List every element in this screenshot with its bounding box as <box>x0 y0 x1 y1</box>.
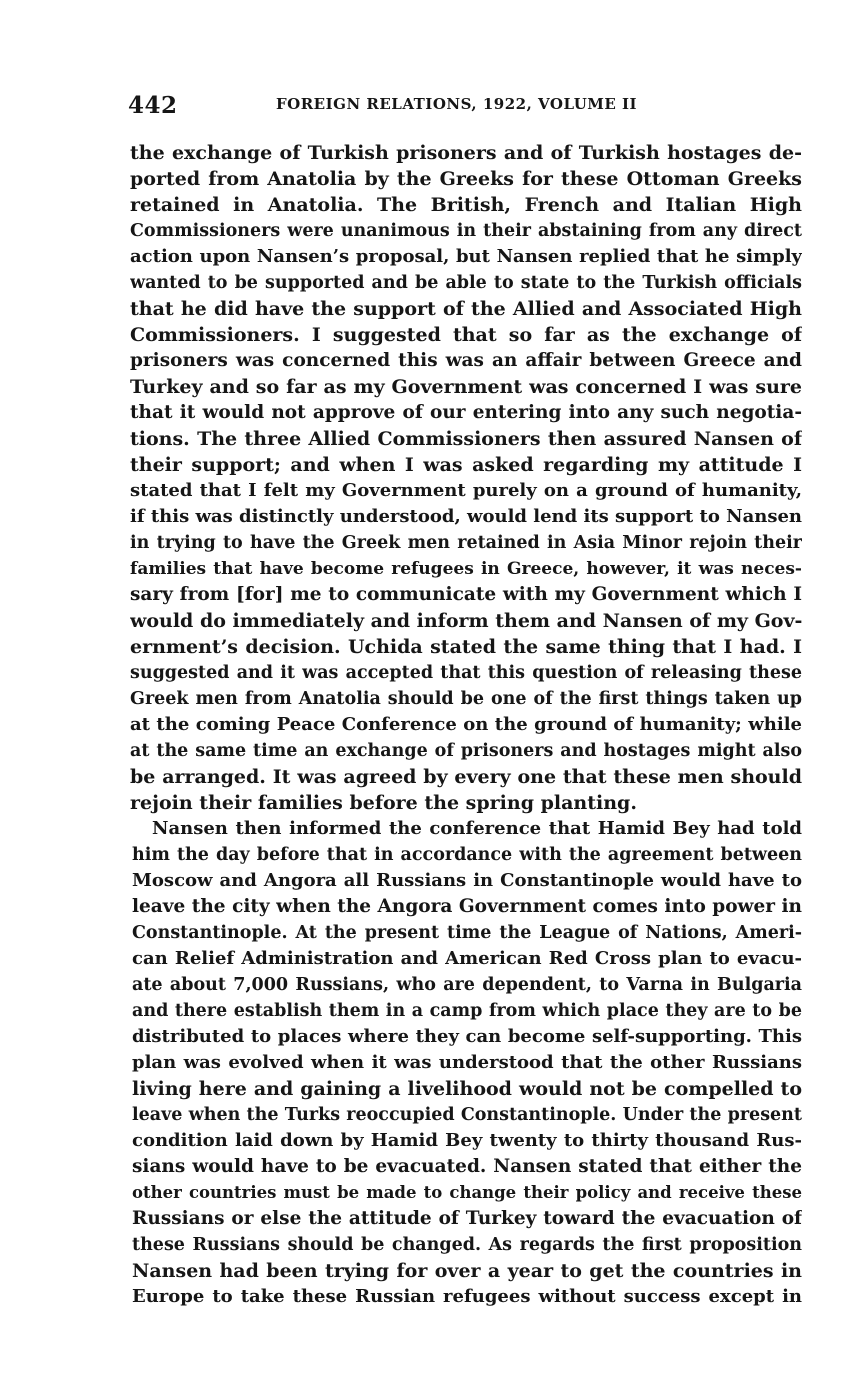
text-line: if this was distinctly understood, would lend its support to Nansen <box>130 506 802 527</box>
text-line: the exchange of Turkish prisoners and of Turkish hostages de- <box>130 142 802 164</box>
text-line: distributed to places where they can become self-supporting. This <box>132 1026 802 1047</box>
text-line: Commissioners were unanimous in their abstaining from any direct <box>130 221 802 241</box>
text-line: him the day before that in accordance with the agreement between <box>132 845 802 865</box>
text-line: in trying to have the Greek men retained in Asia Minor rejoin their <box>130 533 802 553</box>
text-line: other countries must be made to change their policy and receive these <box>132 1183 802 1202</box>
text-line: be arranged. It was agreed by every one that these men should <box>130 766 802 788</box>
text-line: that it would not approve of our entering into any such negotia- <box>130 402 802 423</box>
text-line: prisoners was concerned this was an affair between Greece and <box>130 350 802 371</box>
page-number: 442 <box>128 92 178 119</box>
text-line: Moscow and Angora all Russians in Constantinople would have to <box>132 870 802 891</box>
body-text <box>130 140 802 1310</box>
text-line: condition laid down by Hamid Bey twenty to thirty thousand Rus- <box>132 1130 802 1151</box>
text-line: retained in Anatolia. The British, French and Italian High <box>130 194 802 216</box>
text-line: Europe to take these Russian refugees without success except in <box>132 1286 802 1307</box>
page-header <box>128 92 818 122</box>
text-line: at the same time an exchange of prisoners and hostages might also <box>130 741 802 761</box>
text-line: Russians or else the attitude of Turkey toward the evacuation of <box>132 1208 802 1229</box>
text-line: living here and gaining a livelihood would not be compelled to <box>132 1078 802 1100</box>
text-line: sians would have to be evacuated. Nansen stated that either the <box>132 1156 802 1177</box>
text-line: Nansen had been trying for over a year to get the countries in <box>132 1260 802 1282</box>
text-line: stated that I felt my Government purely on a ground of humanity, <box>130 480 802 501</box>
text-line: Turkey and so far as my Government was concerned I was sure <box>130 376 802 398</box>
text-line: families that have become refugees in Greece, however, it was neces- <box>130 559 802 579</box>
text-line: ate about 7,000 Russians, who are dependent, to Varna in Bulgaria <box>132 975 802 995</box>
text-line: sary from [for] me to communicate with my Government which I <box>130 584 802 605</box>
text-line: at the coming Peace Conference on the ground of humanity; while <box>130 714 802 735</box>
text-line: these Russians should be changed. As regards the first proposition <box>132 1235 802 1255</box>
text-line: action upon Nansen’s proposal, but Nansen replied that he simply <box>130 246 802 267</box>
text-line: plan was evolved when it was understood that the other Russians <box>132 1052 802 1073</box>
text-line: Greek men from Anatolia should be one of the first things taken up <box>130 689 802 709</box>
text-line: their support; and when I was asked regarding my attitude I <box>130 454 802 476</box>
text-line: wanted to be supported and be able to state to the Turkish officials <box>130 273 802 293</box>
text-line: leave the city when the Angora Government comes into power in <box>132 896 802 917</box>
text-line: Constantinople. At the present time the League of Nations, Ameri- <box>132 923 802 943</box>
paragraph-end-line: rejoin their families before the spring planting. <box>130 792 637 814</box>
text-line: ernment’s decision. Uchida stated the same thing that I had. I <box>130 636 802 658</box>
text-line: Commissioners. I suggested that so far as the exchange of <box>130 324 802 346</box>
paragraph-start-line: Nansen then informed the conference that Hamid Bey had told <box>152 818 802 839</box>
running-head: FOREIGN RELATIONS, 1922, VOLUME II <box>276 95 638 113</box>
text-line: ported from Anatolia by the Greeks for these Ottoman Greeks <box>130 168 802 190</box>
text-line: can Relief Administration and American Red Cross plan to evacu- <box>132 948 802 969</box>
text-line: and there establish them in a camp from which place they are to be <box>132 1001 802 1021</box>
text-line: tions. The three Allied Commissioners then assured Nansen of <box>130 428 802 450</box>
text-line: would do immediately and inform them and Nansen of my Gov- <box>130 610 802 632</box>
text-line: that he did have the support of the Allied and Associated High <box>130 298 802 320</box>
text-line: suggested and it was accepted that this question of releasing these <box>130 663 802 683</box>
text-line: leave when the Turks reoccupied Constantinople. Under the present <box>132 1105 802 1125</box>
